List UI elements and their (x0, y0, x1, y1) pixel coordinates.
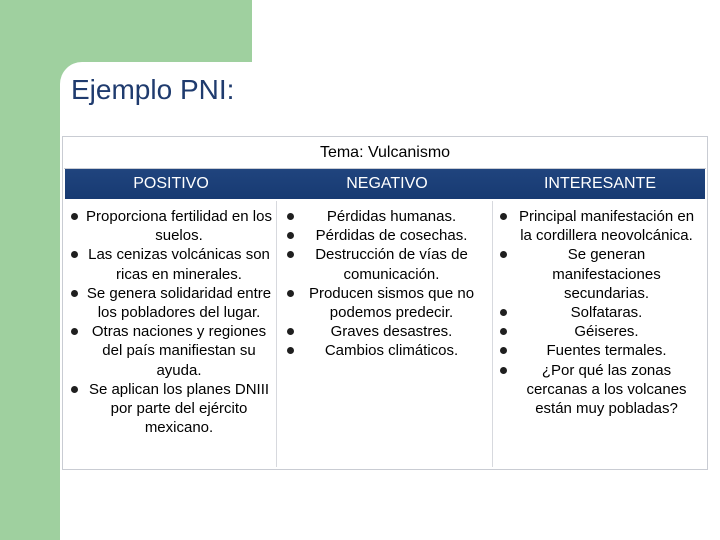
pni-table (62, 136, 708, 470)
table-header-row (65, 169, 705, 199)
list-item-text: Otras naciones y regiones del país manifiestan su ayuda. (91, 323, 267, 379)
column-divider (276, 201, 277, 467)
list-item-text: Se generan manifestaciones secundarias. (552, 246, 661, 302)
list-item-text: Se aplican los planes DNIII por parte del ejército mexicano. (88, 380, 270, 437)
list-item-text: Producen sismos que no podemos predecir. (308, 284, 475, 322)
slide-title: Ejemplo PNI: (71, 74, 235, 105)
list-item (285, 207, 481, 226)
list-item (69, 245, 272, 283)
column-positivo (69, 207, 272, 437)
bullet-icon (287, 213, 294, 220)
bullet-icon (71, 386, 78, 393)
header-positivo: POSITIVO (133, 175, 209, 192)
list-item-text: Las cenizas volcánicas son ricas en minerales. (88, 246, 270, 283)
list-item-text: Pérdidas humanas. (326, 208, 457, 225)
list-item-text: Cambios climáticos. (324, 342, 459, 360)
list-item (285, 245, 481, 283)
bullet-icon (500, 347, 507, 354)
bullet-icon (500, 309, 507, 316)
list-item (498, 303, 698, 322)
bullet-icon (287, 290, 294, 297)
bullet-icon (500, 367, 507, 374)
list-item (498, 361, 698, 419)
list-item (285, 322, 481, 341)
bullet-icon (71, 328, 78, 335)
bullet-icon (71, 290, 78, 297)
bullet-icon (71, 213, 78, 220)
list-item (69, 207, 272, 245)
list-item (69, 322, 272, 380)
bullet-icon (500, 328, 507, 335)
list-item (69, 380, 272, 438)
list-item-text: Fuentes termales. (546, 342, 667, 360)
list-item-text: Destrucción de vías de comunicación. (315, 246, 468, 283)
column-interesante (498, 207, 698, 418)
list-item-text: Graves desastres. (330, 323, 453, 341)
table-topic: Tema: Vulcanismo (64, 138, 706, 169)
bullet-icon (500, 251, 507, 258)
list-item (285, 284, 481, 322)
list-item (285, 226, 481, 245)
list-item (285, 341, 481, 360)
list-item (498, 322, 698, 341)
bullet-icon (287, 232, 294, 239)
bullet-icon (287, 328, 294, 335)
decorative-green-sidebar (0, 0, 60, 540)
header-negativo: NEGATIVO (346, 175, 428, 192)
list-item-text: ¿Por qué las zonas cercanas a los volcanes están muy pobladas? (526, 361, 687, 418)
header-interesante: INTERESANTE (543, 175, 656, 192)
column-divider (492, 201, 493, 467)
list-item-text: Proporciona fertilidad en los suelos. (86, 208, 272, 245)
list-item-text: Géiseres. (574, 323, 639, 341)
bullet-icon (500, 213, 507, 220)
list-item-text: Pérdidas de cosechas. (315, 227, 468, 245)
list-item-text: Principal manifestación en la cordillera neovolcánica. (518, 208, 695, 245)
list-item (498, 207, 698, 245)
list-item-text: Se genera solidaridad entre los pobladores del lugar. (86, 284, 272, 322)
list-item (69, 284, 272, 322)
bullet-icon (71, 251, 78, 258)
bullet-icon (287, 347, 294, 354)
bullet-icon (287, 251, 294, 258)
list-item (498, 341, 698, 360)
column-negativo (285, 207, 481, 361)
list-item (498, 245, 698, 303)
list-item-text: Solfataras. (570, 304, 643, 322)
